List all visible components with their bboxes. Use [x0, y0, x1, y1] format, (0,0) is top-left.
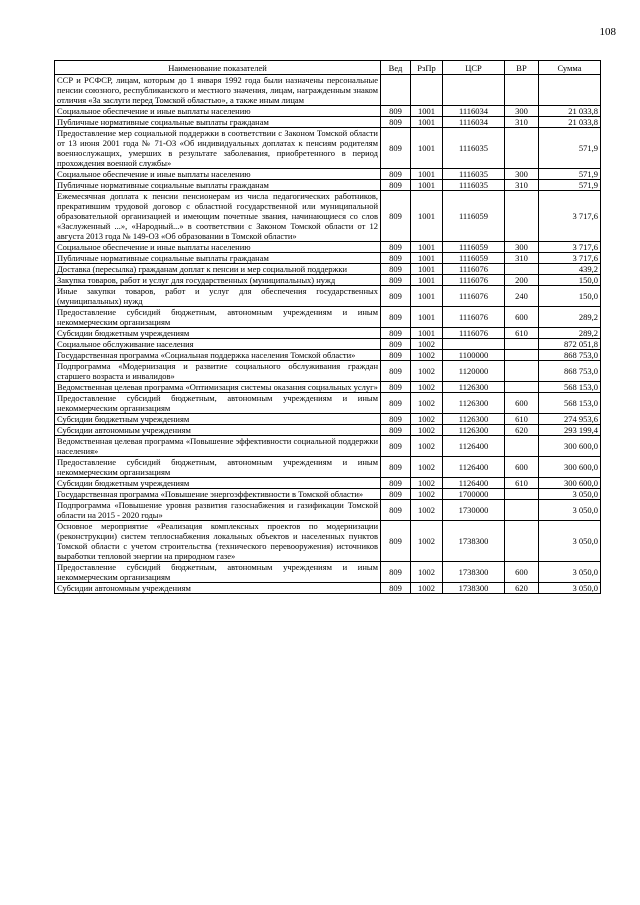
cell-sum: 150,0: [539, 286, 601, 307]
cell-ved: 809: [381, 339, 411, 350]
cell-vr: 600: [505, 307, 539, 328]
table-row: [55, 489, 601, 500]
cell-ved: 809: [381, 393, 411, 414]
header-ved: Вед: [381, 61, 411, 75]
table-row: [55, 414, 601, 425]
cell-ved: 809: [381, 328, 411, 339]
cell-sum: 274 953,6: [539, 414, 601, 425]
cell-csr: 1738300: [443, 521, 505, 562]
cell-csr: 1126400: [443, 457, 505, 478]
cell-rzpr: 1001: [411, 128, 443, 169]
cell-rzpr: 1002: [411, 583, 443, 594]
table-row: [55, 457, 601, 478]
cell-vr: 300: [505, 242, 539, 253]
cell-sum: 571,9: [539, 128, 601, 169]
table-row: [55, 328, 601, 339]
cell-sum: 289,2: [539, 307, 601, 328]
table-row: [55, 307, 601, 328]
cell-sum: 3 050,0: [539, 583, 601, 594]
table-row: [55, 275, 601, 286]
cell-ved: 809: [381, 489, 411, 500]
cell-rzpr: 1001: [411, 328, 443, 339]
cell-ved: 809: [381, 117, 411, 128]
cell-vr: 310: [505, 117, 539, 128]
cell-vr: 600: [505, 393, 539, 414]
cell-name: Закупка товаров, работ и услуг для государственных (муниципальных) нужд: [55, 275, 381, 286]
header-name: Наименование показателей: [55, 61, 381, 75]
cell-ved: 809: [381, 253, 411, 264]
cell-name: Ведомственная целевая программа «Повышение эффективности социальной поддержки населения»: [55, 436, 381, 457]
cell-sum: 571,9: [539, 169, 601, 180]
cell-rzpr: 1002: [411, 339, 443, 350]
table-row: [55, 169, 601, 180]
cell-rzpr: 1001: [411, 286, 443, 307]
cell-vr: [505, 339, 539, 350]
cell-csr: 1116035: [443, 128, 505, 169]
cell-vr: [505, 436, 539, 457]
cell-sum: 3 717,6: [539, 191, 601, 242]
cell-csr: 1116076: [443, 286, 505, 307]
cell-name: Публичные нормативные социальные выплаты гражданам: [55, 117, 381, 128]
table-row: [55, 361, 601, 382]
cell-vr: 240: [505, 286, 539, 307]
cell-csr: 1116035: [443, 169, 505, 180]
table-row: [55, 286, 601, 307]
table-row: [55, 128, 601, 169]
cell-sum: 300 600,0: [539, 457, 601, 478]
cell-ved: 809: [381, 436, 411, 457]
cell-csr: 1116076: [443, 275, 505, 286]
cell-csr: 1120000: [443, 361, 505, 382]
cell-rzpr: 1001: [411, 191, 443, 242]
cell-name: Доставка (пересылка) гражданам доплат к пенсии и мер социальной поддержки: [55, 264, 381, 275]
table-header-row: [55, 61, 601, 75]
cell-vr: 300: [505, 169, 539, 180]
table-row: [55, 264, 601, 275]
cell-csr: [443, 75, 505, 106]
cell-vr: 620: [505, 425, 539, 436]
cell-rzpr: 1001: [411, 275, 443, 286]
cell-vr: [505, 521, 539, 562]
table-row: [55, 562, 601, 583]
cell-name: Предоставление субсидий бюджетным, автономным учреждениям и иным некоммерческим организациям: [55, 307, 381, 328]
cell-vr: [505, 191, 539, 242]
cell-name: Государственная программа «Повышение энергоэффективности в Томской области»: [55, 489, 381, 500]
cell-ved: 809: [381, 382, 411, 393]
table-row: [55, 382, 601, 393]
cell-vr: [505, 500, 539, 521]
cell-sum: 568 153,0: [539, 382, 601, 393]
cell-ved: 809: [381, 169, 411, 180]
cell-name: ССР и РСФСР, лицам, которым до 1 января 1992 года были назначены персональные пенсии союзного, республиканского и местного значения, лицам, награжденным знаком отличия «За заслуги перед Томской областью», а также иным лицам: [55, 75, 381, 106]
cell-name: Предоставление субсидий бюджетным, автономным учреждениям и иным некоммерческим организациям: [55, 457, 381, 478]
table-row: [55, 75, 601, 106]
cell-sum: 571,9: [539, 180, 601, 191]
cell-vr: 310: [505, 180, 539, 191]
cell-csr: 1116034: [443, 117, 505, 128]
cell-rzpr: 1001: [411, 242, 443, 253]
table-row: [55, 500, 601, 521]
cell-name: Субсидии автономным учреждениям: [55, 583, 381, 594]
cell-rzpr: 1002: [411, 478, 443, 489]
cell-vr: [505, 75, 539, 106]
cell-csr: 1730000: [443, 500, 505, 521]
cell-csr: 1126300: [443, 425, 505, 436]
cell-rzpr: 1001: [411, 307, 443, 328]
table-row: [55, 191, 601, 242]
cell-vr: 300: [505, 106, 539, 117]
cell-csr: 1126300: [443, 382, 505, 393]
cell-vr: 610: [505, 328, 539, 339]
header-sum: Сумма: [539, 61, 601, 75]
table-row: [55, 253, 601, 264]
cell-csr: [443, 339, 505, 350]
cell-sum: 3 050,0: [539, 562, 601, 583]
cell-sum: 872 051,8: [539, 339, 601, 350]
cell-sum: 868 753,0: [539, 361, 601, 382]
cell-rzpr: 1002: [411, 521, 443, 562]
cell-ved: 809: [381, 500, 411, 521]
cell-name: Субсидии бюджетным учреждениям: [55, 478, 381, 489]
cell-rzpr: 1001: [411, 253, 443, 264]
cell-csr: 1126400: [443, 478, 505, 489]
cell-sum: 21 033,8: [539, 106, 601, 117]
cell-name: Ежемесячная доплата к пенсии пенсионерам из числа педагогических работников, прекратившим трудовой договор с областной государственной или муниципальной образовательной организацией и имеющим почетные звания, начинающиеся со слов «Заслуженный ...», «Народный...» в соответствии с Законом Томской области от 12 августа 2013 года № 149-ОЗ «Об образовании в Томской области»: [55, 191, 381, 242]
cell-rzpr: 1001: [411, 169, 443, 180]
table-row: [55, 425, 601, 436]
cell-ved: 809: [381, 350, 411, 361]
cell-ved: 809: [381, 286, 411, 307]
cell-csr: 1738300: [443, 562, 505, 583]
cell-rzpr: 1002: [411, 361, 443, 382]
cell-ved: 809: [381, 106, 411, 117]
cell-vr: 610: [505, 478, 539, 489]
cell-vr: [505, 489, 539, 500]
header-csr: ЦСР: [443, 61, 505, 75]
cell-vr: 620: [505, 583, 539, 594]
cell-rzpr: 1001: [411, 117, 443, 128]
cell-csr: 1116059: [443, 242, 505, 253]
cell-name: Государственная программа «Социальная поддержка населения Томской области»: [55, 350, 381, 361]
cell-sum: 439,2: [539, 264, 601, 275]
table-row: [55, 350, 601, 361]
cell-name: Предоставление субсидий бюджетным, автономным учреждениям и иным некоммерческим организациям: [55, 562, 381, 583]
table-row: [55, 117, 601, 128]
cell-name: Ведомственная целевая программа «Оптимизация системы оказания социальных услуг»: [55, 382, 381, 393]
cell-name: Иные закупки товаров, работ и услуг для обеспечения государственных (муниципальных) нужд: [55, 286, 381, 307]
cell-rzpr: 1002: [411, 393, 443, 414]
cell-sum: 300 600,0: [539, 436, 601, 457]
cell-rzpr: 1002: [411, 425, 443, 436]
cell-csr: 1126300: [443, 414, 505, 425]
cell-ved: 809: [381, 521, 411, 562]
cell-csr: 1116076: [443, 264, 505, 275]
cell-rzpr: 1002: [411, 489, 443, 500]
cell-sum: 868 753,0: [539, 350, 601, 361]
cell-name: Субсидии бюджетным учреждениям: [55, 328, 381, 339]
cell-name: Основное мероприятие «Реализация комплексных проектов по модернизации (реконструкции) систем теплоснабжения локальных объектов и населенных пунктов Томской области с учетом строительства (технического перевооружения) источников выработки тепловой энергии на природном газе»: [55, 521, 381, 562]
cell-name: Социальное обеспечение и иные выплаты населению: [55, 242, 381, 253]
cell-sum: 568 153,0: [539, 393, 601, 414]
cell-sum: 21 033,8: [539, 117, 601, 128]
table-row: [55, 393, 601, 414]
cell-ved: 809: [381, 180, 411, 191]
cell-ved: 809: [381, 425, 411, 436]
cell-ved: [381, 75, 411, 106]
table-row: [55, 242, 601, 253]
cell-ved: 809: [381, 414, 411, 425]
table-row: [55, 521, 601, 562]
cell-vr: 310: [505, 253, 539, 264]
cell-sum: 300 600,0: [539, 478, 601, 489]
budget-table: [54, 60, 601, 594]
cell-csr: 1700000: [443, 489, 505, 500]
cell-rzpr: [411, 75, 443, 106]
cell-name: Публичные нормативные социальные выплаты гражданам: [55, 180, 381, 191]
cell-name: Субсидии бюджетным учреждениям: [55, 414, 381, 425]
cell-vr: 610: [505, 414, 539, 425]
cell-rzpr: 1002: [411, 382, 443, 393]
cell-vr: [505, 361, 539, 382]
cell-vr: [505, 350, 539, 361]
cell-rzpr: 1002: [411, 500, 443, 521]
cell-name: Социальное обеспечение и иные выплаты населению: [55, 106, 381, 117]
cell-name: Предоставление субсидий бюджетным, автономным учреждениям и иным некоммерческим организациям: [55, 393, 381, 414]
cell-rzpr: 1002: [411, 457, 443, 478]
cell-csr: 1116076: [443, 328, 505, 339]
cell-vr: [505, 128, 539, 169]
header-vr: ВР: [505, 61, 539, 75]
cell-sum: [539, 75, 601, 106]
cell-name: Предоставление мер социальной поддержки в соответствии с Законом Томской области от 13 июня 2001 года № 71-ОЗ «Об индивидуальных доплатах к пенсиям родителям военнослужащих, умерших в результате заболевания, приобретенного в период прохождения военной службы»: [55, 128, 381, 169]
cell-ved: 809: [381, 275, 411, 286]
cell-rzpr: 1002: [411, 436, 443, 457]
cell-sum: 3 717,6: [539, 242, 601, 253]
cell-csr: 1738300: [443, 583, 505, 594]
cell-vr: 600: [505, 457, 539, 478]
cell-vr: [505, 264, 539, 275]
cell-name: Подпрограмма «Повышение уровня развития газоснабжения и газификации Томской области на 2015 - 2020 годы»: [55, 500, 381, 521]
cell-csr: 1126400: [443, 436, 505, 457]
cell-csr: 1116034: [443, 106, 505, 117]
cell-sum: 3 050,0: [539, 489, 601, 500]
cell-ved: 809: [381, 128, 411, 169]
header-rzpr: РзПр: [411, 61, 443, 75]
cell-csr: 1116059: [443, 191, 505, 242]
cell-vr: 600: [505, 562, 539, 583]
cell-csr: 1116059: [443, 253, 505, 264]
cell-ved: 809: [381, 478, 411, 489]
cell-sum: 150,0: [539, 275, 601, 286]
table-row: [55, 436, 601, 457]
table-row: [55, 583, 601, 594]
cell-ved: 809: [381, 191, 411, 242]
cell-sum: 3 050,0: [539, 500, 601, 521]
cell-rzpr: 1001: [411, 106, 443, 117]
cell-ved: 809: [381, 242, 411, 253]
cell-rzpr: 1002: [411, 350, 443, 361]
cell-ved: 809: [381, 264, 411, 275]
table-row: [55, 339, 601, 350]
cell-ved: 809: [381, 457, 411, 478]
cell-rzpr: 1002: [411, 562, 443, 583]
table-row: [55, 106, 601, 117]
table-row: [55, 180, 601, 191]
page-number: 108: [599, 26, 616, 38]
cell-name: Социальное обслуживание населения: [55, 339, 381, 350]
cell-name: Публичные нормативные социальные выплаты гражданам: [55, 253, 381, 264]
cell-ved: 809: [381, 361, 411, 382]
cell-csr: 1116035: [443, 180, 505, 191]
cell-rzpr: 1001: [411, 180, 443, 191]
cell-sum: 3 717,6: [539, 253, 601, 264]
cell-sum: 3 050,0: [539, 521, 601, 562]
cell-name: Субсидии автономным учреждениям: [55, 425, 381, 436]
table-body: [55, 75, 601, 594]
cell-rzpr: 1001: [411, 264, 443, 275]
cell-ved: 809: [381, 307, 411, 328]
cell-sum: 293 199,4: [539, 425, 601, 436]
cell-rzpr: 1002: [411, 414, 443, 425]
cell-ved: 809: [381, 583, 411, 594]
cell-csr: 1116076: [443, 307, 505, 328]
cell-sum: 289,2: [539, 328, 601, 339]
cell-name: Социальное обеспечение и иные выплаты населению: [55, 169, 381, 180]
cell-ved: 809: [381, 562, 411, 583]
cell-vr: [505, 382, 539, 393]
cell-csr: 1126300: [443, 393, 505, 414]
cell-vr: 200: [505, 275, 539, 286]
cell-csr: 1100000: [443, 350, 505, 361]
table-row: [55, 478, 601, 489]
cell-name: Подпрограмма «Модернизация и развитие социального обслуживания граждан старшего возраста и инвалидов»: [55, 361, 381, 382]
